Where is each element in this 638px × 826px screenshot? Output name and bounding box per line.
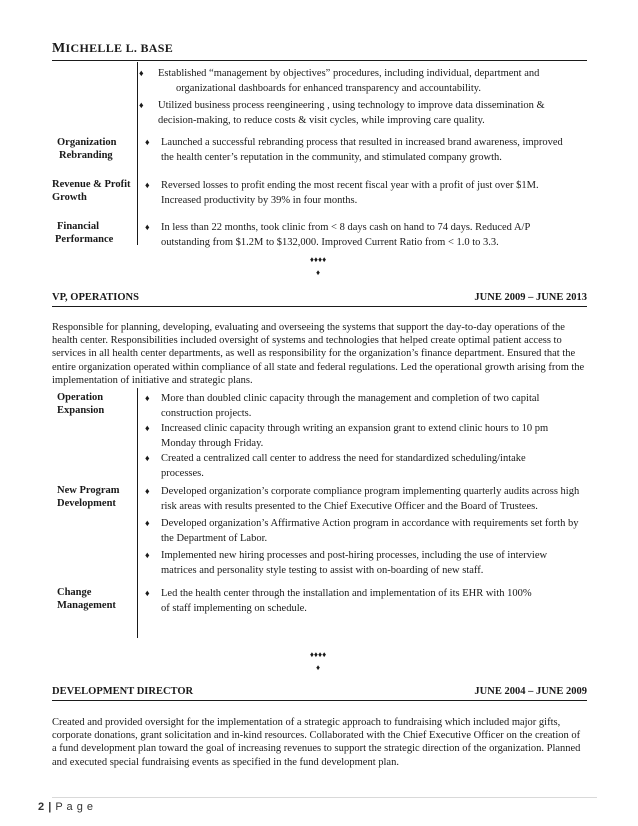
diamond-bullet-icon: ♦ <box>145 486 150 496</box>
separator-diamonds: ♦♦♦♦ <box>309 255 327 264</box>
label-development: Development <box>57 498 116 509</box>
section-header-vp <box>52 292 587 307</box>
diamond-bullet-icon: ♦ <box>145 222 150 232</box>
diamond-bullet-icon: ♦ <box>145 453 150 463</box>
separator-diamond: ♦ <box>315 663 321 672</box>
label-growth: Growth <box>52 192 87 203</box>
section-header-development <box>52 686 587 701</box>
separator-diamond: ♦ <box>315 268 321 277</box>
job-dates: JUNE 2004 – JUNE 2009 <box>474 686 587 697</box>
column-divider <box>137 388 138 638</box>
vp-summary: Responsible for planning, developing, evaluating and overseeing the systems that support the day-to-day operations of the health center. Responsibilities included oversight of systems and technologies that helped create optimal patient access to services in all health center departments, as well as responsibility for the organization’s finance department. Ensured that the entire organization operated within compliance of all state and federal regulations. Led the operational growth arising from the implementation of initiative and strategic plans. <box>52 322 585 386</box>
label-change: Change <box>57 587 92 598</box>
separator-diamonds: ♦♦♦♦ <box>309 650 327 659</box>
job-title: VP, OPERATIONS <box>52 292 139 303</box>
label-management: Management <box>57 600 116 611</box>
diamond-bullet-icon: ♦ <box>145 137 150 147</box>
label-new-program: New Program <box>57 485 120 496</box>
diamond-bullet-icon: ♦ <box>145 588 150 598</box>
label-organization: Organization <box>57 137 117 148</box>
diamond-bullet-icon: ♦ <box>145 180 150 190</box>
label-operation: Operation <box>57 392 104 403</box>
resume-name: MICHELLE L. BASE <box>52 41 174 56</box>
column-divider <box>137 62 138 245</box>
label-revenue-profit: Revenue & Profit <box>52 179 131 190</box>
job-dates: JUNE 2009 – JUNE 2013 <box>474 292 587 303</box>
label-rebranding: Rebranding <box>59 150 113 161</box>
page-number: 2 <box>38 801 45 813</box>
diamond-bullet-icon: ♦ <box>145 393 150 403</box>
page-footer <box>38 801 94 813</box>
label-performance: Performance <box>55 234 114 245</box>
diamond-bullet-icon: ♦ <box>139 100 144 110</box>
diamond-bullet-icon: ♦ <box>145 550 150 560</box>
footer-rule <box>52 797 597 798</box>
label-financial: Financial <box>57 221 100 232</box>
diamond-bullet-icon: ♦ <box>145 518 150 528</box>
header-rule <box>52 60 587 61</box>
diamond-bullet-icon: ♦ <box>145 423 150 433</box>
diamond-bullet-icon: ♦ <box>139 68 144 78</box>
footer-separator: | <box>48 801 52 813</box>
job-title: DEVELOPMENT DIRECTOR <box>52 686 194 697</box>
development-summary: Created and provided oversight for the implementation of a strategic approach to fundraising which included major gifts, corporate donations, grant solicitation and in-kind resources. Collaborated with the Chief Executive Officer on the creation of a fund development plan toward the goal of increasing revenues to support the strategic direction of the organization. Planned and executed special fundraising events as specified in the fund development plan. <box>52 717 581 768</box>
page-word: P a g e <box>55 801 94 813</box>
label-expansion: Expansion <box>57 405 105 416</box>
